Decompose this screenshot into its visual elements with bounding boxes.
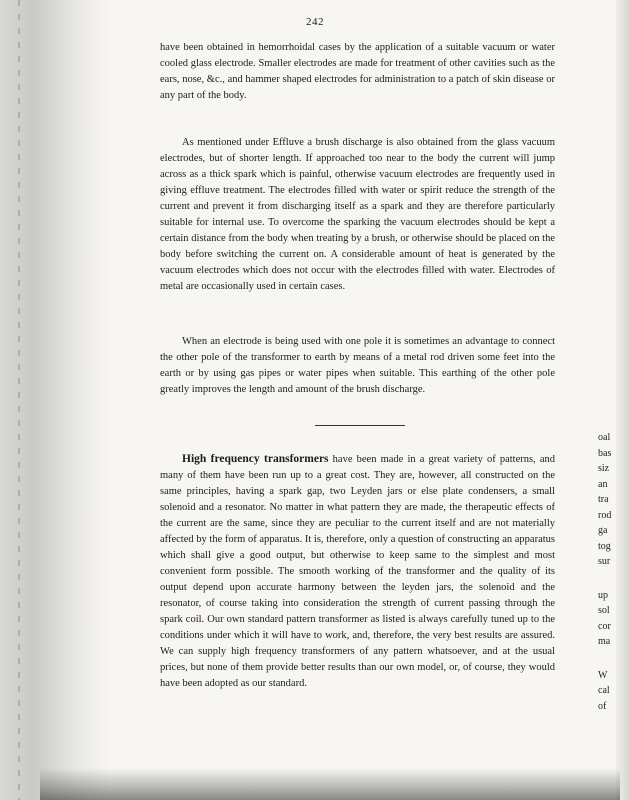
paragraph-brush-discharge: As mentioned under Effluve a brush discharge is also obtained from the glass vacuum electrodes, but of shorter length. If approached too near to the body the current will jump across as a thick spark which is painful, otherwise vacuum electrodes are frequently used in giving effluve treatment. The electrodes filled with water or spirit reduce the strength of the current and prevent it from discharging itself as a spark and they are therefore particularly suitable for internal use. To overcome the sparking the vacuum electrodes should be kept a certain distance from the body when treating by a brush, or otherwise should be placed on the body before switching the current on. A considerable amount of heat is generated by the vacuum electrodes which does not occur with the electrodes filled with water. Electrodes of metal are occasionally used in certain cases. — [160, 137, 555, 292]
fragment: up — [598, 589, 608, 601]
bottom-edge-shadow — [40, 768, 620, 800]
fragment: oal — [598, 432, 611, 443]
fragment: tog — [598, 540, 611, 552]
fragment: siz — [598, 463, 610, 474]
adjacent-page-fragments — [598, 430, 630, 714]
paragraph-body: have been made in a great variety of patterns, and many of them have been run up to a great cost. They are, however, all constructed on the same principles, having a spark gap, two Leyden jars or else plate condensers, a small solenoid and a resonator. No matter in what pattern they are made, the therapeutic effects of the current are the same, since they are peculiar to the current itself and are not materially affected by the form of apparatus. It is, therefore, only a question of constructing an apparatus which shall give a good output, but otherwise to keep same to the simplest and most convenient form possible. The smooth working of the transformer and the quality of its output depend upon accurate harmony between the leyden jars, the solenoid and the resonator, of course taking into consideration the strength of current passing through the spark coil. Our own standard pattern transformer as listed is always carefully tuned up to the conditions under which it will have to work, and, therefore, the very best results are assured. We can supply high frequency transformers of any pattern whatsoever, and at the usual prices, but none of them provide better results than our own model, or, of course, they would have been adopted as our standard. — [160, 454, 556, 689]
fragment: tra — [598, 494, 609, 505]
fragment: rod — [598, 509, 612, 521]
binding-stitch-line — [18, 0, 20, 800]
paragraph-earthing: When an electrode is being used with one pole it is sometimes an advantage to connect the other pole of the transformer to earth by means of a metal rod driven some feet into the earth or by using gas pipes or water pipes when suitable. This earthing of the other pole greatly improves the length and amount of the brush discharge. — [160, 336, 555, 395]
fragment: cor — [598, 620, 611, 632]
section-divider — [315, 425, 405, 426]
page-number: 242 — [306, 16, 324, 28]
section-heading: High frequency transformers — [182, 453, 329, 465]
fragment: an — [598, 478, 608, 490]
book-spine-shadow — [0, 0, 110, 800]
fragment: ma — [598, 636, 611, 647]
fragment: sol — [598, 605, 610, 616]
fragment: sur — [598, 556, 611, 567]
paragraph-high-frequency-transformers — [160, 451, 555, 692]
fragment: bas — [598, 447, 612, 459]
fragment: ga — [598, 525, 608, 536]
fragment: of — [598, 700, 607, 712]
fragment: W — [598, 669, 608, 681]
fragment: cal — [598, 685, 610, 696]
paragraph-continuation: have been obtained in hemorrhoidal cases by the application of a suitable vacuum or water cooled glass electrode. Smaller electrodes are made for treatment of other cavities such as the ears, nose, &c., and hammer shaped electrodes for administration to a patch of skin disease or any part of the body. — [160, 42, 555, 101]
